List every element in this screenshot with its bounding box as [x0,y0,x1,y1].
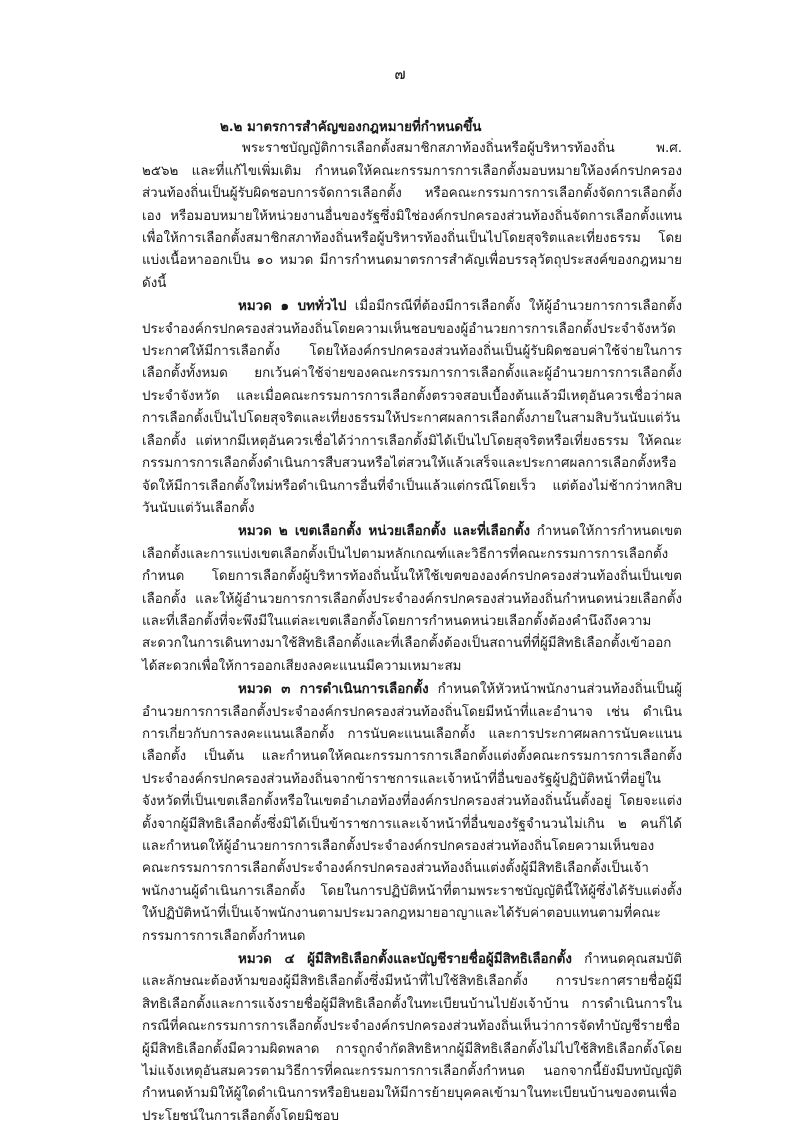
chapter-2-title: หมวด ๒ เขตเลือกตั้ง หน่วยเลือกตั้ง และที่เลือกตั้ง [238,523,531,540]
chapter-1-text: เมื่อมีกรณีที่ต้องมีการเลือกตั้ง ให้ผู้อำนวยการการเลือกตั้งประจำองค์กรปกครองส่วนท้องถิ่นโดยความเห็นชอบของผู้อำนวยการการเลือกตั้งประจำจังหวัดประกาศให้มีการเลือกตั้ง โดยให้องค์กรปกครองส่วนท้องถิ่นเป็นผู้รับผิดชอบค่าใช้จ่ายในการเลือกตั้งทั้งหมด ยกเว้นค่าใช้จ่ายของคณะกรรมการการเลือกตั้งและผู้อำนวยการการเลือกตั้งประจำจังหวัด และเมื่อคณะกรรมการการเลือกตั้งตรวจสอบเบื้องต้นแล้วมีเหตุอันควรเชื่อว่าผลการเลือกตั้งเป็นไปโดยสุจริตและเที่ยงธรรมให้ประกาศผลการเลือกตั้งภายในสามสิบวันนับแต่วันเลือกตั้ง แต่หากมีเหตุอันควรเชื่อได้ว่าการเลือกตั้งมิได้เป็นไปโดยสุจริตหรือเที่ยงธรรม ให้คณะกรรมการการเลือกตั้งดำเนินการสืบสวนหรือไต่สวนให้แล้วเสร็จและประกาศผลการเลือกตั้งหรือจัดให้มีการเลือกตั้งใหม่หรือดำเนินการอื่นที่จำเป็นแล้วแต่กรณีโดยเร็ว แต่ต้องไม่ช้ากว่าหกสิบวันนับแต่วันเลือกตั้ง [142,299,682,516]
chapter-1-title: หมวด ๑ บททั่วไป [238,298,347,315]
intro-paragraph-text: พระราชบัญญัติการเลือกตั้งสมาชิกสภาท้องถิ่นหรือผู้บริหารท้องถิ่น พ.ศ. ๒๕๖๒ และที่แก้ไขเพิ่มเติม กำหนดให้คณะกรรมการการเลือกตั้งมอบหมายให้องค์กรปกครองส่วนท้องถิ่นเป็นผู้รับผิดชอบการจัดการเลือกตั้ง หรือคณะกรรมการการเลือกตั้งจัดการเลือกตั้งเอง หรือมอบหมายให้หน่วยงานอื่นของรัฐซึ่งมิใช่องค์กรปกครองส่วนท้องถิ่นจัดการเลือกตั้งแทน เพื่อให้การเลือกตั้งสมาชิกสภาท้องถิ่นหรือผู้บริหารท้องถิ่นเป็นไปโดยสุจริตและเที่ยงธรรม โดยแบ่งเนื้อหาออกเป็น ๑๐ หมวด มีการกำหนดมาตรการสำคัญเพื่อบรรลุวัตถุประสงค์ของกฎหมาย ดังนี้ [142,141,682,291]
chapter-2-paragraph [142,520,682,678]
page-number: ๗ [394,65,406,83]
chapter-4-text: กำหนดคุณสมบัติและลักษณะต้องห้ามของผู้มีสิทธิเลือกตั้งซึ่งมีหน้าที่ไปใช้สิทธิเลือกตั้ง การประกาศรายชื่อผู้มีสิทธิเลือกตั้งและการแจ้งรายชื่อผู้มีสิทธิเลือกตั้งในทะเบียนบ้านไปยังเจ้าบ้าน การดำเนินการในกรณีที่คณะกรรมการการเลือกตั้งประจำองค์กรปกครองส่วนท้องถิ่นเห็นว่าการจัดทำบัญชีรายชื่อผู้มีสิทธิเลือกตั้งมีความผิดพลาด การถูกจำกัดสิทธิหากผู้มีสิทธิเลือกตั้งไม่ไปใช้สิทธิเลือกตั้งโดยไม่แจ้งเหตุอันสมควรตามวิธีการที่คณะกรรมการการเลือกตั้งกำหนด นอกจากนี้ยังมีบทบัญญัติกำหนดห้ามมิให้ผู้ใดดำเนินการหรือยินยอมให้มีการย้ายบุคคลเข้ามาในทะเบียนบ้านของตนเพื่อประโยชน์ในการเลือกตั้งโดยมิชอบ [142,952,682,1124]
document-body [142,116,682,1128]
chapter-3-title: หมวด ๓ การดำเนินการเลือกตั้ง [238,681,429,698]
intro-paragraph [142,138,682,295]
section-heading: ๒.๒ มาตรการสำคัญของกฎหมายที่กำหนดขึ้น [220,119,482,135]
chapter-2-text: กำหนดให้การกำหนดเขตเลือกตั้งและการแบ่งเขตเลือกตั้งเป็นไปตามหลักเกณฑ์และวิธีการที่คณะกรรมการการเลือกตั้งกำหนด โดยการเลือกตั้งผู้บริหารท้องถิ่นนั้นให้ใช้เขตขององค์กรปกครองส่วนท้องถิ่นเป็นเขตเลือกตั้ง และให้ผู้อำนวยการการเลือกตั้งประจำองค์กรปกครองส่วนท้องถิ่นกำหนดหน่วยเลือกตั้งและที่เลือกตั้งที่จะพึงมีในแต่ละเขตเลือกตั้งโดยการกำหนดหน่วยเลือกตั้งต้องคำนึงถึงความสะดวกในการเดินทางมาใช้สิทธิเลือกตั้งและที่เลือกตั้งต้องเป็นสถานที่ที่ผู้มีสิทธิเลือกตั้งเข้าออกได้สะดวกเพื่อให้การออกเสียงลงคะแนนมีความเหมาะสม [142,524,682,674]
chapter-4-title: หมวด ๔ ผู้มีสิทธิเลือกตั้งและบัญชีรายชื่อผู้มีสิทธิเลือกตั้ง [238,951,572,968]
chapter-3-paragraph [142,678,682,948]
chapter-1-paragraph [142,295,682,520]
chapter-4-paragraph [142,948,682,1128]
chapter-3-text: กำหนดให้หัวหน้าพนักงานส่วนท้องถิ่นเป็นผู้อำนวยการการเลือกตั้งประจำองค์กรปกครองส่วนท้องถิ่นโดยมีหน้าที่และอำนาจ เช่น ดำเนินการเกี่ยวกับการลงคะแนนเลือกตั้ง การนับคะแนนเลือกตั้ง และการประกาศผลการนับคะแนนเลือกตั้ง เป็นต้น และกำหนดให้คณะกรรมการการเลือกตั้งแต่งตั้งคณะกรรมการการเลือกตั้งประจำองค์กรปกครองส่วนท้องถิ่นจากข้าราชการและเจ้าหน้าที่อื่นของรัฐผู้ปฏิบัติหน้าที่อยู่ในจังหวัดที่เป็นเขตเลือกตั้งหรือในเขตอำเภอท้องที่องค์กรปกครองส่วนท้องถิ่นนั้นตั้งอยู่ โดยจะแต่งตั้งจากผู้มีสิทธิเลือกตั้งซึ่งมิได้เป็นข้าราชการและเจ้าหน้าที่อื่นของรัฐจำนวนไม่เกิน ๒ คนก็ได้ และกำหนดให้ผู้อำนวยการการเลือกตั้งประจำองค์กรปกครองส่วนท้องถิ่นโดยความเห็นของคณะกรรมการการเลือกตั้งประจำองค์กรปกครองส่วนท้องถิ่นแต่งตั้งผู้มีสิทธิเลือกตั้งเป็นเจ้าพนักงานผู้ดำเนินการเลือกตั้ง โดยในการปฏิบัติหน้าที่ตามพระราชบัญญัตินี้ให้ผู้ซึ่งได้รับแต่งตั้งให้ปฏิบัติหน้าที่เป็นเจ้าพนักงานตามประมวลกฎหมายอาญาและได้รับค่าตอบแทนตามที่คณะกรรมการการเลือกตั้งกำหนด [142,682,682,944]
